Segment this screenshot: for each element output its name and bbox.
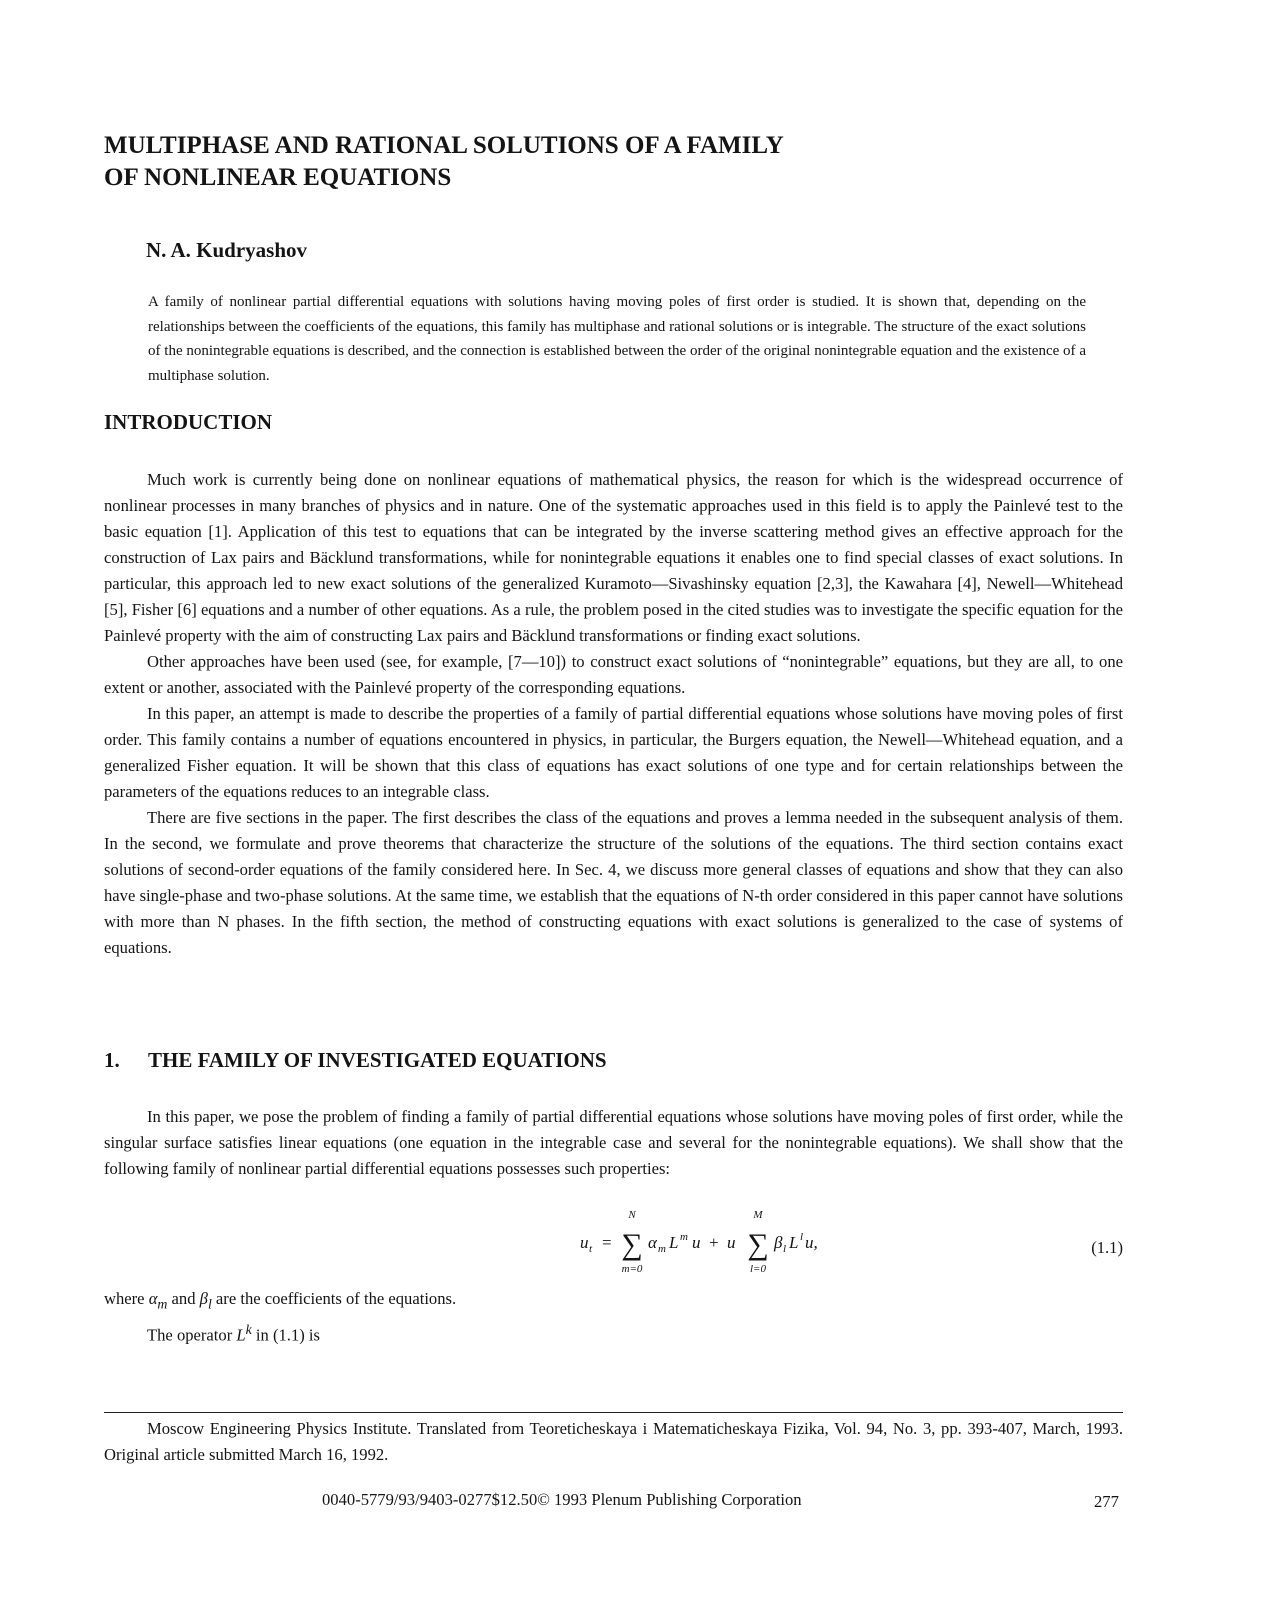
title-line-1: MULTIPHASE AND RATIONAL SOLUTIONS OF A FAMILY — [104, 132, 784, 159]
eq-u2: u, — [805, 1233, 818, 1252]
section-1-title: THE FAMILY OF INVESTIGATED EQUATIONS — [148, 1048, 607, 1072]
section-1-body — [104, 1104, 1123, 1182]
eq-L2: L — [789, 1233, 799, 1252]
paper-title — [104, 130, 1004, 194]
section-1-number: 1. — [104, 1048, 120, 1072]
eq-L1-sup: m — [680, 1231, 688, 1243]
intro-paragraph-1: Much work is currently being done on nonlinear equations of mathematical physics, the reason for which is the widespread occurrence of nonlinear processes in many branches of physics and in nature. One of the systematic approaches used in this field is to apply the Painlevé test to the basic equation [1]. Application of this test to equations that can be integrated by the inverse scattering method gives an effective approach for the construction of Lax pairs and Bäcklund transformations, while for nonintegrable equations it enables one to find special classes of exact solutions. In particular, this approach led to new exact solutions of the generalized Kuramoto—Sivashinsky equation [2,3], the Kawahara [4], Newell—Whitehead [5], Fisher [6] equations and a number of other equations. As a rule, the problem posed in the cited studies was to investigate the specific equation for the Painlevé property with the aim of constructing Lax pairs and Bäcklund transformations or finding exact solutions. — [104, 470, 1123, 645]
operator-suffix: in (1.1) is — [251, 1325, 320, 1345]
equation-number: (1.1) — [1091, 1238, 1123, 1257]
eq-alpha: α — [648, 1233, 657, 1252]
eq-lhs: u — [580, 1233, 589, 1252]
intro-paragraph-4: There are five sections in the paper. The first describes the class of the equations and proves a lemma needed in the subsequent analysis of them. In the second, we formulate and prove theorems that characterize the structure of the solutions of the equations. The third section contains exact solutions of second-order equations of the family considered here. In Sec. 4, we discuss more general classes of equations and show that they can also have single-phase and two-phase solutions. At the same time, we establish that the equations of N-th order considered in this paper cannot have solutions with more than N phases. In the fifth section, the method of constructing equations with exact solutions is generalized to the case of systems of equations. — [104, 808, 1123, 957]
section-1-paragraph: In this paper, we pose the problem of finding a family of partial differential equations whose solutions have moving poles of first order, while the singular surface satisfies linear equations (one equation in the integrable case and several for the nonintegrable equations). We shall show that the following family of nonlinear partial differential equations possesses such properties: — [104, 1107, 1123, 1178]
eq-equals: = — [602, 1233, 612, 1252]
page-number: 277 — [1094, 1492, 1119, 1511]
beta-subscript: l — [207, 1296, 212, 1312]
equation-formula — [580, 1208, 900, 1278]
eq-beta: β — [774, 1233, 783, 1252]
operator-L: L — [236, 1325, 246, 1345]
footnote-divider — [104, 1412, 1123, 1413]
eq-L1: L — [669, 1233, 679, 1252]
eq-u-mult: u — [727, 1233, 736, 1252]
eq-alpha-sub: m — [658, 1243, 666, 1255]
eq-sum2-lower: l=0 — [750, 1263, 766, 1275]
introduction-heading: INTRODUCTION — [104, 410, 273, 434]
eq-sum1-upper: N — [628, 1209, 636, 1221]
beta-symbol: β — [199, 1289, 208, 1308]
where-suffix: are the coefficients of the equations. — [211, 1289, 457, 1308]
title-line-2: OF NONLINEAR EQUATIONS — [104, 164, 452, 191]
where-and: and — [167, 1289, 200, 1308]
eq-sum2-symbol: ∑ — [747, 1228, 769, 1261]
copyright-line: 0040-5779/93/9403-0277$12.50© 1993 Plenum Publishing Corporation — [322, 1490, 802, 1509]
where-prefix: where — [104, 1289, 149, 1308]
eq-u1: u — [692, 1233, 701, 1252]
operator-superscript: k — [245, 1322, 252, 1338]
intro-paragraph-2: Other approaches have been used (see, for example, [7—10]) to construct exact solutions of “nonintegrable” equations, but they are all, to one extent or another, associated with the Painlevé property of the corresponding equations. — [104, 652, 1123, 697]
equation-1-1 — [104, 1208, 1123, 1278]
eq-lhs-sub: t — [589, 1243, 593, 1255]
post-equation-text — [104, 1286, 1123, 1349]
alpha-subscript: m — [157, 1296, 168, 1312]
operator-sentence — [104, 1317, 1123, 1349]
eq-plus: + — [709, 1233, 719, 1252]
eq-beta-sub: l — [783, 1243, 787, 1255]
coefficients-sentence — [104, 1286, 1123, 1317]
alpha-symbol: α — [148, 1289, 158, 1308]
eq-sum2-upper: M — [753, 1209, 763, 1221]
intro-paragraph-3: In this paper, an attempt is made to describe the properties of a family of partial differential equations whose solutions have moving poles of first order. This family contains a number of equations encountered in physics, in particular, the Burgers equation, the Newell—Whitehead equation, and a generalized Fisher equation. It will be shown that this class of equations has exact solutions of one type and for certain relationships between the parameters of the equations reduces to an integrable class. — [104, 704, 1123, 801]
eq-sum1-lower: m=0 — [621, 1263, 643, 1275]
section-1-heading — [104, 1048, 607, 1073]
eq-sum1-symbol: ∑ — [621, 1228, 643, 1261]
introduction-body — [104, 467, 1123, 961]
eq-L2-sup: l — [800, 1231, 804, 1243]
author-name: N. A. Kudryashov — [146, 238, 308, 262]
abstract: A family of nonlinear partial differential equations with solutions having moving poles of first order is studied. It is shown that, depending on the relationships between the coefficients of the equations, this family has multiphase and rational solutions or is integrable. The structure of the exact solutions of the nonintegrable equations is described, and the connection is established between the order of the original nonintegrable equation and the existence of a multiphase solution. — [148, 294, 1086, 384]
operator-prefix: The operator — [147, 1325, 237, 1345]
footnote: Moscow Engineering Physics Institute. Translated from Teoreticheskaya i Matematicheskaya Fizika, Vol. 94, No. 3, pp. 393-407, March, 1993. Original article submitted March 16, 1992. — [104, 1419, 1123, 1464]
